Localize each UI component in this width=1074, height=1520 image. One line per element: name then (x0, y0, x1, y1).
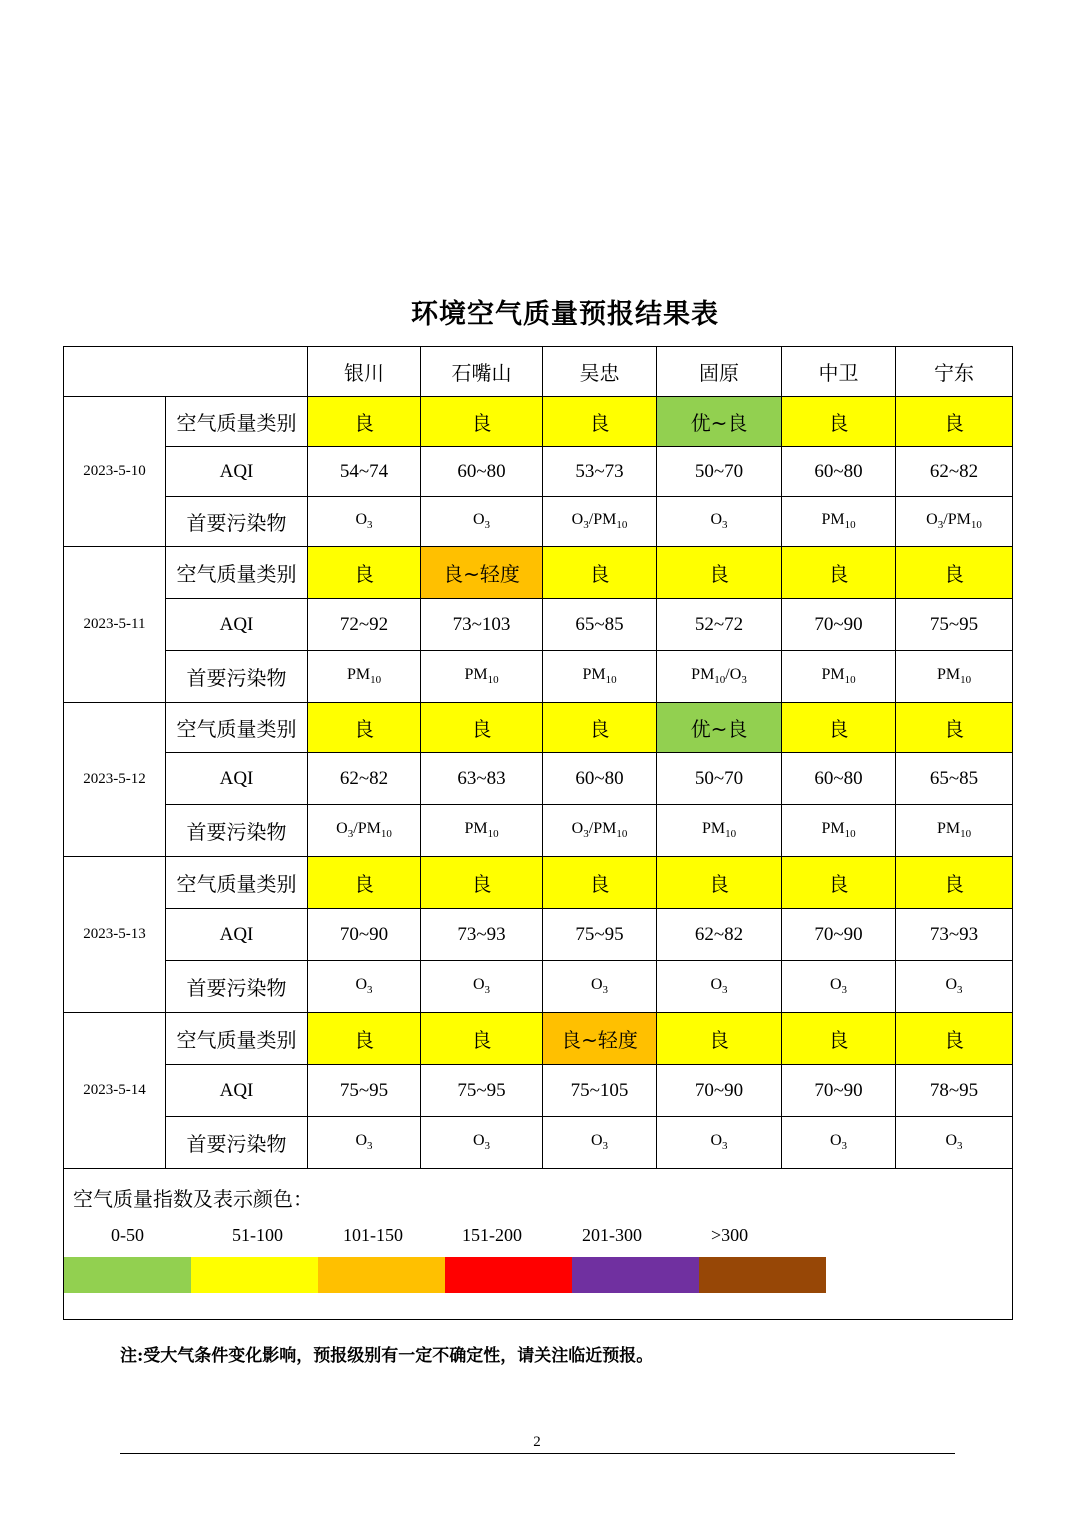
footer-rule (120, 1453, 955, 1454)
legend-color-swatch (445, 1257, 572, 1293)
aqi-cell: 65~85 (543, 599, 657, 651)
pollutant-cell: $PM_{10}$ (421, 805, 543, 857)
legend-color-swatch (699, 1257, 826, 1293)
aqi-cell: 70~90 (657, 1065, 782, 1117)
city-header: 固原 (657, 347, 782, 397)
pollutant-cell: $O_3$ (308, 497, 421, 547)
pollutant-cell: $O_3/PM_{10}$ (543, 497, 657, 547)
category-row (64, 397, 1013, 447)
pollutant-cell: $O_3$ (657, 961, 782, 1013)
row-label-pollutant: 首要污染物 (166, 961, 308, 1013)
category-cell: 良 (782, 857, 896, 909)
aqi-cell: 73~103 (421, 599, 543, 651)
pollutant-cell: $O_3$ (896, 1117, 1013, 1169)
category-row (64, 1013, 1013, 1065)
pollutant-cell: $O_3$ (782, 961, 896, 1013)
category-cell: 良 (421, 857, 543, 909)
date-cell: 2023-5-12 (64, 703, 166, 857)
pollutant-cell: $O_3$ (657, 497, 782, 547)
aqi-cell: 78~95 (896, 1065, 1013, 1117)
pollutant-row (64, 805, 1013, 857)
legend-color-swatch (318, 1257, 445, 1293)
category-cell: 良 (896, 703, 1013, 753)
legend-color-swatch (191, 1257, 318, 1293)
aqi-cell: 70~90 (308, 909, 421, 961)
category-cell: 良 (421, 703, 543, 753)
category-cell: 良 (782, 1013, 896, 1065)
page-number: 2 (533, 1434, 541, 1450)
footnote: 注:受大气条件变化影响，预报级别有一定不确定性，请关注临近预报。 (120, 1346, 654, 1366)
category-cell: 良 (421, 1013, 543, 1065)
row-label-category: 空气质量类别 (166, 547, 308, 599)
pollutant-row (64, 651, 1013, 703)
city-header: 石嘴山 (421, 347, 543, 397)
category-cell: 良 (896, 857, 1013, 909)
aqi-cell: 75~95 (421, 1065, 543, 1117)
category-cell: 良~轻度 (421, 547, 543, 599)
aqi-cell: 62~82 (308, 753, 421, 805)
aqi-cell: 52~72 (657, 599, 782, 651)
legend-title: 空气质量指数及表示颜色： (73, 1187, 313, 1211)
category-cell: 良 (896, 547, 1013, 599)
aqi-cell: 75~95 (896, 599, 1013, 651)
aqi-cell: 60~80 (782, 447, 896, 497)
category-cell: 良 (782, 703, 896, 753)
city-header: 宁东 (896, 347, 1013, 397)
page-title: 环境空气质量预报结果表 (411, 299, 719, 330)
category-row (64, 857, 1013, 909)
aqi-row (64, 447, 1013, 497)
pollutant-cell: $O_3$ (421, 497, 543, 547)
row-label-pollutant: 首要污染物 (166, 1117, 308, 1169)
category-cell: 优~良 (657, 703, 782, 753)
category-cell: 良 (543, 703, 657, 753)
aqi-cell: 70~90 (782, 909, 896, 961)
category-cell: 良 (308, 397, 421, 447)
category-cell: 良 (896, 1013, 1013, 1065)
category-row (64, 547, 1013, 599)
pollutant-cell: $O_3$ (543, 961, 657, 1013)
legend-range-label: >300 (711, 1225, 749, 1245)
header-blank-cell (64, 347, 308, 397)
aqi-cell: 62~82 (657, 909, 782, 961)
legend-range-label: 201-300 (582, 1225, 642, 1245)
row-label-category: 空气质量类别 (166, 857, 308, 909)
legend-row (64, 1169, 1013, 1320)
aqi-cell: 75~95 (308, 1065, 421, 1117)
aqi-cell: 53~73 (543, 447, 657, 497)
pollutant-cell: $O_3$ (308, 961, 421, 1013)
category-cell: 良 (308, 547, 421, 599)
pollutant-cell: $PM_{10}$ (782, 497, 896, 547)
category-cell: 良 (657, 547, 782, 599)
row-label-aqi: AQI (166, 599, 308, 651)
category-cell: 优~良 (657, 397, 782, 447)
pollutant-row (64, 1117, 1013, 1169)
aqi-cell: 50~70 (657, 753, 782, 805)
aqi-cell: 75~105 (543, 1065, 657, 1117)
legend-color-swatch (572, 1257, 699, 1293)
category-cell: 良 (782, 397, 896, 447)
legend-range-label: 51-100 (232, 1225, 283, 1245)
date-cell: 2023-5-10 (64, 397, 166, 547)
row-label-category: 空气质量类别 (166, 703, 308, 753)
date-cell: 2023-5-14 (64, 1013, 166, 1169)
row-label-category: 空气质量类别 (166, 397, 308, 447)
aqi-cell: 73~93 (896, 909, 1013, 961)
row-label-aqi: AQI (166, 1065, 308, 1117)
city-header: 中卫 (782, 347, 896, 397)
aqi-cell: 70~90 (782, 599, 896, 651)
legend-color-swatch (64, 1257, 191, 1293)
category-cell: 良 (308, 703, 421, 753)
category-cell: 良~轻度 (543, 1013, 657, 1065)
aqi-row (64, 909, 1013, 961)
aqi-cell: 60~80 (421, 447, 543, 497)
category-cell: 良 (782, 547, 896, 599)
pollutant-cell: $PM_{10}$ (657, 805, 782, 857)
row-label-aqi: AQI (166, 447, 308, 497)
category-cell: 良 (657, 1013, 782, 1065)
legend-cell (64, 1169, 1013, 1320)
forecast-table-body (64, 347, 1013, 1320)
pollutant-cell: $PM_{10}$ (308, 651, 421, 703)
pollutant-cell: $O_3$ (657, 1117, 782, 1169)
city-header: 吴忠 (543, 347, 657, 397)
row-label-aqi: AQI (166, 909, 308, 961)
aqi-cell: 62~82 (896, 447, 1013, 497)
aqi-row (64, 1065, 1013, 1117)
date-cell: 2023-5-11 (64, 547, 166, 703)
city-header: 银川 (308, 347, 421, 397)
legend-range-label: 151-200 (462, 1225, 522, 1245)
aqi-cell: 54~74 (308, 447, 421, 497)
category-cell: 良 (308, 857, 421, 909)
aqi-row (64, 599, 1013, 651)
aqi-cell: 60~80 (782, 753, 896, 805)
row-label-category: 空气质量类别 (166, 1013, 308, 1065)
date-cell: 2023-5-13 (64, 857, 166, 1013)
pollutant-cell: $PM_{10}$ (782, 651, 896, 703)
aqi-cell: 50~70 (657, 447, 782, 497)
aqi-cell: 73~93 (421, 909, 543, 961)
category-cell: 良 (308, 1013, 421, 1065)
aqi-cell: 72~92 (308, 599, 421, 651)
pollutant-cell: $O_3$ (782, 1117, 896, 1169)
category-row (64, 703, 1013, 753)
legend-range-label: 101-150 (343, 1225, 403, 1245)
forecast-table (63, 346, 1013, 1320)
aqi-cell: 70~90 (782, 1065, 896, 1117)
pollutant-cell: $O_3/PM_{10}$ (896, 497, 1013, 547)
pollutant-cell: $O_3$ (896, 961, 1013, 1013)
city-header-row (64, 347, 1013, 397)
aqi-cell: 65~85 (896, 753, 1013, 805)
pollutant-cell: $O_3$ (308, 1117, 421, 1169)
aqi-cell: 60~80 (543, 753, 657, 805)
pollutant-cell: $O_3/PM_{10}$ (308, 805, 421, 857)
category-cell: 良 (657, 857, 782, 909)
row-label-pollutant: 首要污染物 (166, 651, 308, 703)
category-cell: 良 (421, 397, 543, 447)
aqi-row (64, 753, 1013, 805)
category-cell: 良 (543, 397, 657, 447)
pollutant-cell: $PM_{10}/O_3$ (657, 651, 782, 703)
pollutant-cell: $PM_{10}$ (896, 805, 1013, 857)
pollutant-cell: $PM_{10}$ (421, 651, 543, 703)
aqi-cell: 63~83 (421, 753, 543, 805)
pollutant-cell: $PM_{10}$ (782, 805, 896, 857)
pollutant-row (64, 497, 1013, 547)
aqi-cell: 75~95 (543, 909, 657, 961)
row-label-pollutant: 首要污染物 (166, 497, 308, 547)
category-cell: 良 (896, 397, 1013, 447)
category-cell: 良 (543, 857, 657, 909)
legend-range-label: 0-50 (111, 1225, 144, 1245)
row-label-aqi: AQI (166, 753, 308, 805)
pollutant-cell: $O_3$ (543, 1117, 657, 1169)
pollutant-cell: $O_3/PM_{10}$ (543, 805, 657, 857)
pollutant-cell: $O_3$ (421, 1117, 543, 1169)
pollutant-cell: $PM_{10}$ (896, 651, 1013, 703)
pollutant-cell: $O_3$ (421, 961, 543, 1013)
pollutant-row (64, 961, 1013, 1013)
pollutant-cell: $PM_{10}$ (543, 651, 657, 703)
category-cell: 良 (543, 547, 657, 599)
row-label-pollutant: 首要污染物 (166, 805, 308, 857)
